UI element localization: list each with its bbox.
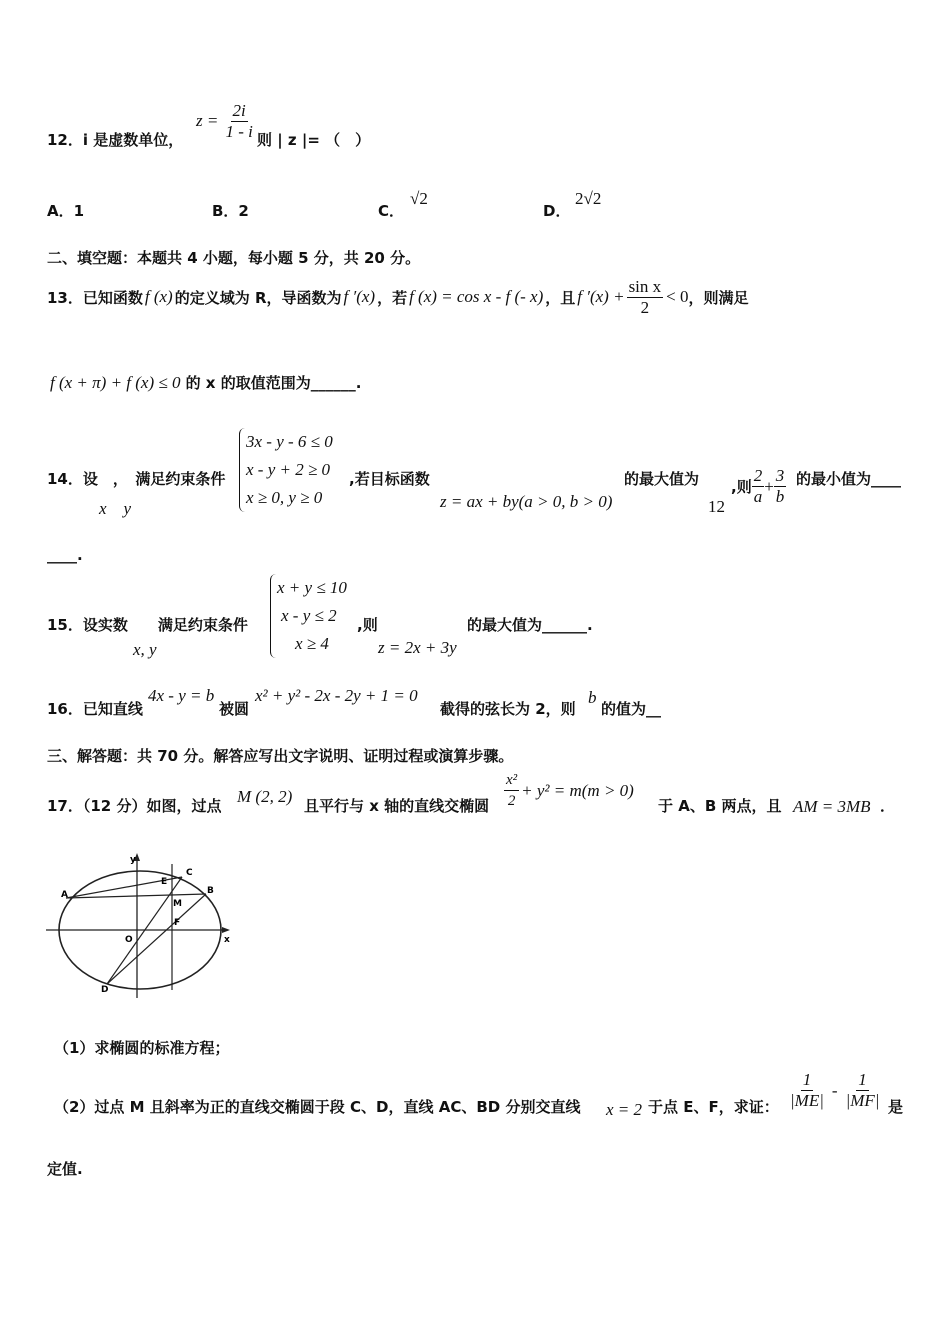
- q16-b: b: [588, 688, 597, 707]
- q17-point: M (2, 2): [237, 787, 293, 806]
- label-f: F: [174, 918, 181, 928]
- q16-mid: 被圆: [219, 700, 250, 718]
- q12-lead: 12．i 是虚数单位，: [47, 131, 184, 149]
- q14-max-value: 12: [708, 497, 725, 516]
- q14-mid: ,若目标函数: [349, 470, 430, 488]
- option-d-value: 2√2: [575, 189, 602, 208]
- q17-part1: （1）求椭圆的标准方程；: [54, 1039, 230, 1057]
- label-y: y: [130, 855, 136, 865]
- label-e: E: [161, 877, 168, 887]
- option-c: C．: [378, 202, 405, 220]
- q17-lead: 17．（12 分）如图，过点: [47, 797, 222, 815]
- q17-part2-expression: $\frac{1}{|ME|}$ - $\frac{1}{|MF|}$: [790, 1070, 880, 1110]
- q14-max-text: 的最大值为: [624, 470, 700, 488]
- q17-part2-c: 是: [888, 1098, 904, 1116]
- line-bd: [107, 894, 206, 984]
- q15-lead: 15．设实数 满足约束条件: [47, 616, 248, 634]
- q17-part2-line: x = 2: [606, 1100, 643, 1119]
- q12-formula: z = $\frac{2i}{1 - i}$: [196, 101, 253, 141]
- q14-tail-continued: ____.: [47, 546, 83, 564]
- label-b: B: [207, 886, 214, 896]
- q17-part2-b: 于点 E、F，求证：: [648, 1098, 779, 1116]
- q15-vars: x, y: [133, 640, 157, 659]
- x-axis-arrow: [222, 927, 230, 933]
- q12-tail: 则 | z |= （ ）: [257, 131, 371, 149]
- q16-lead: 16．已知直线: [47, 700, 143, 718]
- option-d: D．: [543, 202, 571, 220]
- q17-ellipse-equation: $\frac{\text{x²}}{2}$ + y² = m(m > 0): [506, 772, 634, 809]
- q15-mid: ,则: [357, 616, 378, 634]
- q16-line: 4x - y = b: [148, 686, 215, 705]
- q13-line1: 13．已知函数 f (x) 的定义域为 R，导函数为 f ′(x) ，若 f (x) = cos x - f (- x) ，且 f ′(x) + $\frac{\text{sin x}}{2}$ < 0 ，则满足: [47, 276, 749, 317]
- q17-part2-a: （2）过点 M 且斜率为正的直线交椭圆于段 C、D，直线 AC、BD 分别交直线: [54, 1098, 581, 1116]
- q15-constraint-system: x + y ≤ 10 x - y ≤ 2 x ≥ 4: [270, 574, 347, 658]
- q14-constraint-system: 3x - y - 6 ≤ 0 x - y + 2 ≥ 0 x ≥ 0, y ≥ 0: [239, 428, 333, 512]
- q14-tail: 的最小值为____: [796, 470, 902, 488]
- q16-mid2: 截得的弦长为 2，则: [440, 700, 576, 718]
- q15-tail: 的最大值为______.: [467, 616, 593, 634]
- q14-expression: ,则 $\frac{2}{a}$ + $\frac{3}{b}$: [731, 466, 785, 506]
- q17-dot: ．: [880, 797, 896, 815]
- q13-line2: f (x + π) + f (x) ≤ 0 的 x 的取值范围为______.: [50, 373, 362, 392]
- q14-objective: z = ax + by(a > 0, b > 0): [440, 492, 613, 511]
- label-d: D: [101, 985, 109, 995]
- option-c-value: √2: [410, 189, 428, 208]
- q17-condition: AM = 3MB: [793, 797, 871, 816]
- ellipse-figure: [44, 850, 236, 1000]
- label-x: x: [224, 935, 230, 945]
- q16-circle: x² + y² - 2x - 2y + 1 = 0: [255, 686, 418, 705]
- label-c: C: [186, 868, 193, 878]
- q15-objective: z = 2x + 3y: [378, 638, 457, 657]
- q16-tail: 的值为__: [601, 700, 662, 718]
- q17-mid: 且平行与 x 轴的直线交椭圆: [304, 797, 490, 815]
- option-a: A．1: [47, 202, 85, 220]
- q14-lead: 14．设 ， 满足约束条件: [47, 470, 226, 488]
- label-m: M: [173, 899, 182, 909]
- q17-part2-d: 定值.: [47, 1160, 83, 1178]
- option-b: B．2: [212, 202, 249, 220]
- q17-mid2: 于 A、B 两点，且: [658, 797, 782, 815]
- q14-vars: x y: [99, 499, 132, 518]
- section-2-heading: 二、填空题：本题共 4 小题，每小题 5 分，共 20 分。: [47, 249, 421, 267]
- section-3-heading: 三、解答题：共 70 分。解答应写出文字说明、证明过程或演算步骤。: [47, 747, 514, 765]
- label-o: O: [125, 935, 133, 945]
- label-a: A: [61, 890, 68, 900]
